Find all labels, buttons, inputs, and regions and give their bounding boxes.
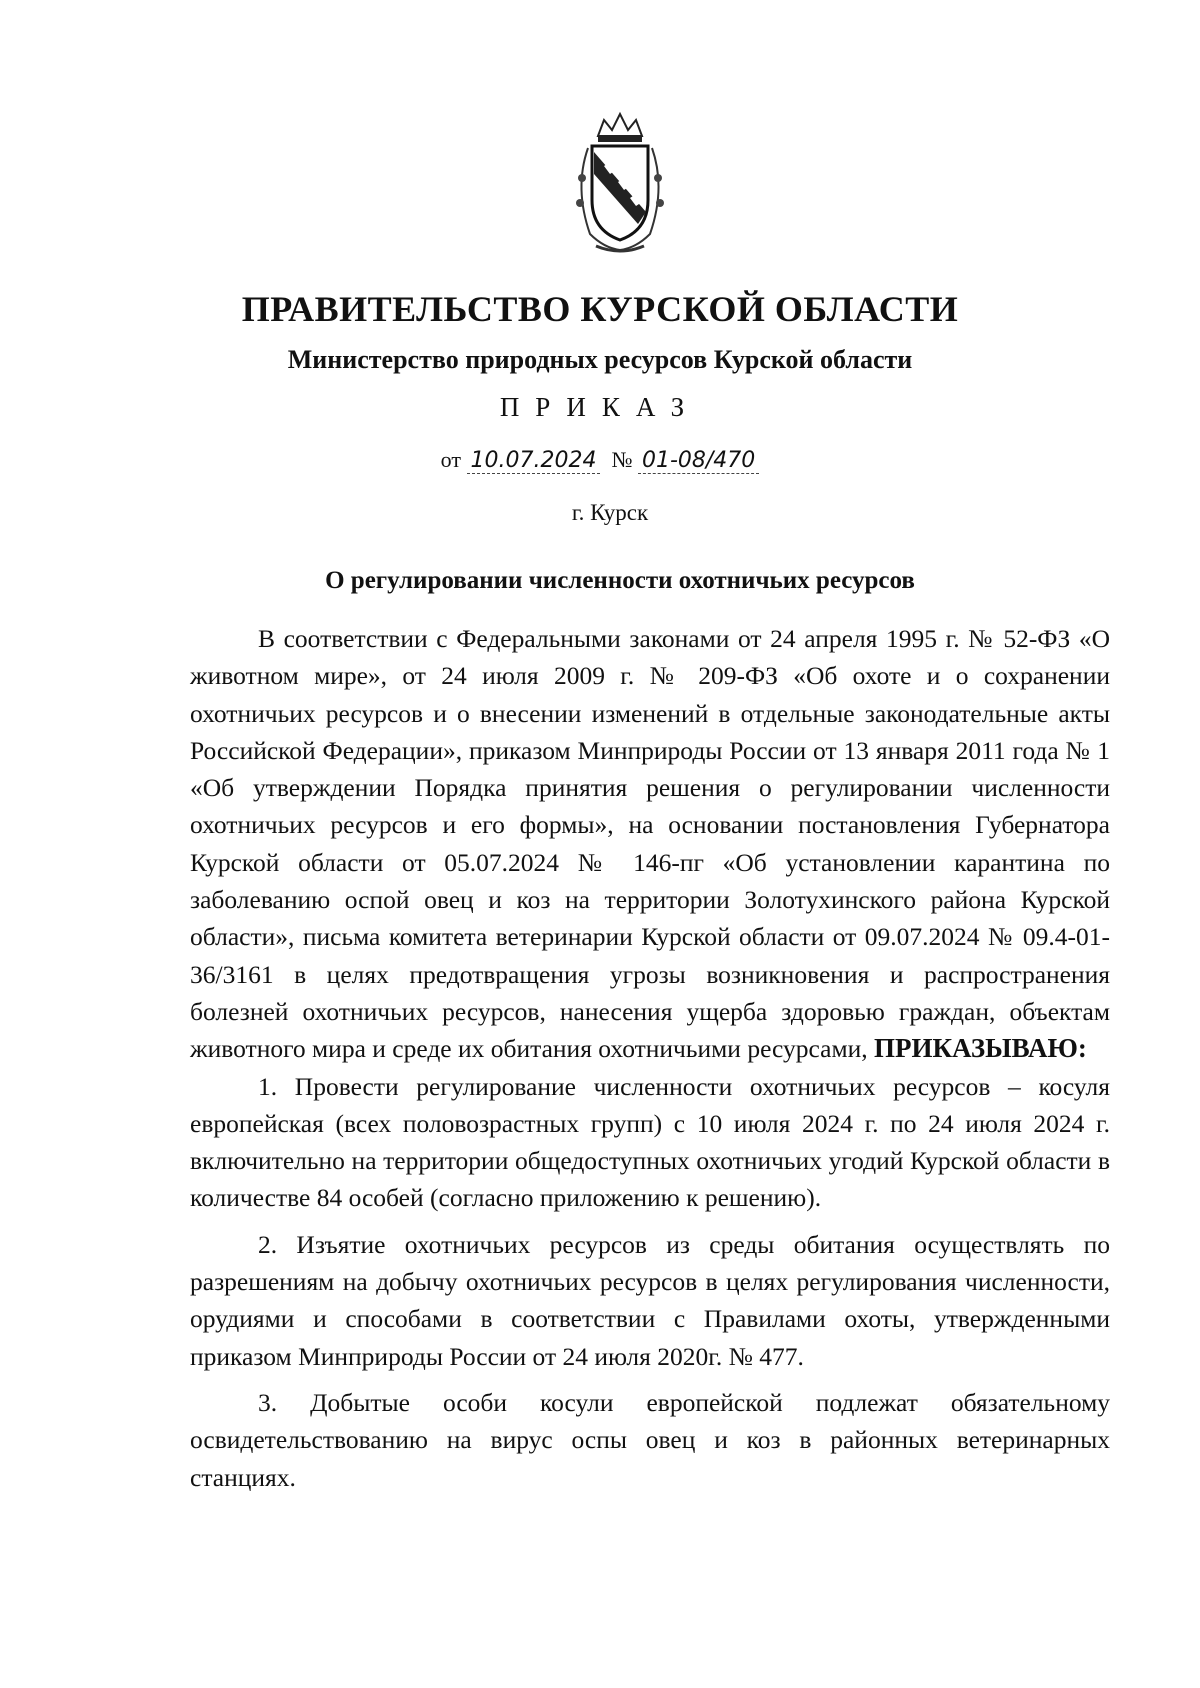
document-date: 10.07.2024 bbox=[467, 448, 601, 474]
order-item-2: 2. Изъятие охотничьих ресурсов из среды обитания осуществлять по разрешениям на добычу охотничьих ресурсов в целях регулирования численности, орудиями и способами в соответствии с Правилами охоты, утвержденными приказом Минприроды России от 24 июля 2020г. № 477. bbox=[190, 1229, 1110, 1371]
date-prefix: от bbox=[440, 447, 461, 472]
document-type: ПРИКАЗ bbox=[499, 392, 701, 422]
government-title: ПРАВИТЕЛЬСТВО КУРСКОЙ ОБЛАСТИ bbox=[241, 289, 959, 329]
document-number: 01-08/470 bbox=[638, 448, 759, 474]
preamble-text: В соответствии с Федеральными законами от 24 апреля 1995 г. № 52-ФЗ «О животном мире», от 24 июля 2009 г. № 209-ФЗ «Об охоте и о сохранении охотничьих ресурсов и о внесении изменений в отдельные законодательные акты Российской Федерации», приказом Минприроды России от 13 января 2011 года № 1 «Об утверждении Порядка принятия решения о регулировании численности охотничьих ресурсов и его формы», на основании постановления Губернатора Курской области от 05.07.2024 № 146-пг «Об установлении карантина по заболеванию оспой овец и коз на территории Золотухинского района Курской области», письма комитета ветеринарии Курской области от 09.07.2024 № 09.4-01-36/3161 в целях предотвращения угрозы возникновения и распространения болезней охотничьих ресурсов, нанесения ущерба здоровью граждан, объектам животного мира и среде их обитания охотничьими ресурсами, bbox=[190, 624, 1110, 1064]
city: г. Курск bbox=[571, 500, 649, 525]
kursk-coat-of-arms-icon bbox=[560, 108, 680, 258]
order-colon: : bbox=[1077, 1033, 1087, 1064]
document-subject: О регулировании численности охотничьих ресурсов bbox=[325, 567, 915, 594]
number-prefix: № bbox=[611, 447, 633, 472]
order-word: ПРИКАЗЫВАЮ bbox=[873, 1033, 1078, 1064]
preamble-paragraph bbox=[190, 620, 1110, 1068]
document-body bbox=[190, 620, 1110, 1505]
order-item-3: 3. Добытые особи косули европейской подлежат обязательному освидетельствованию на вирус оспы овец и коз в районных ветеринарных станциях. bbox=[190, 1387, 1110, 1492]
ministry-title: Министерство природных ресурсов Курской области bbox=[287, 345, 913, 374]
date-number-line bbox=[0, 447, 1200, 474]
order-item-1: 1. Провести регулирование численности охотничьих ресурсов – косуля европейская (всех половозрастных групп) с 10 июля 2024 г. по 24 июля 2024 г. включительно на территории общедоступных охотничьих угодий Курской области в количестве 84 особей (согласно приложению к решению). bbox=[190, 1071, 1110, 1213]
